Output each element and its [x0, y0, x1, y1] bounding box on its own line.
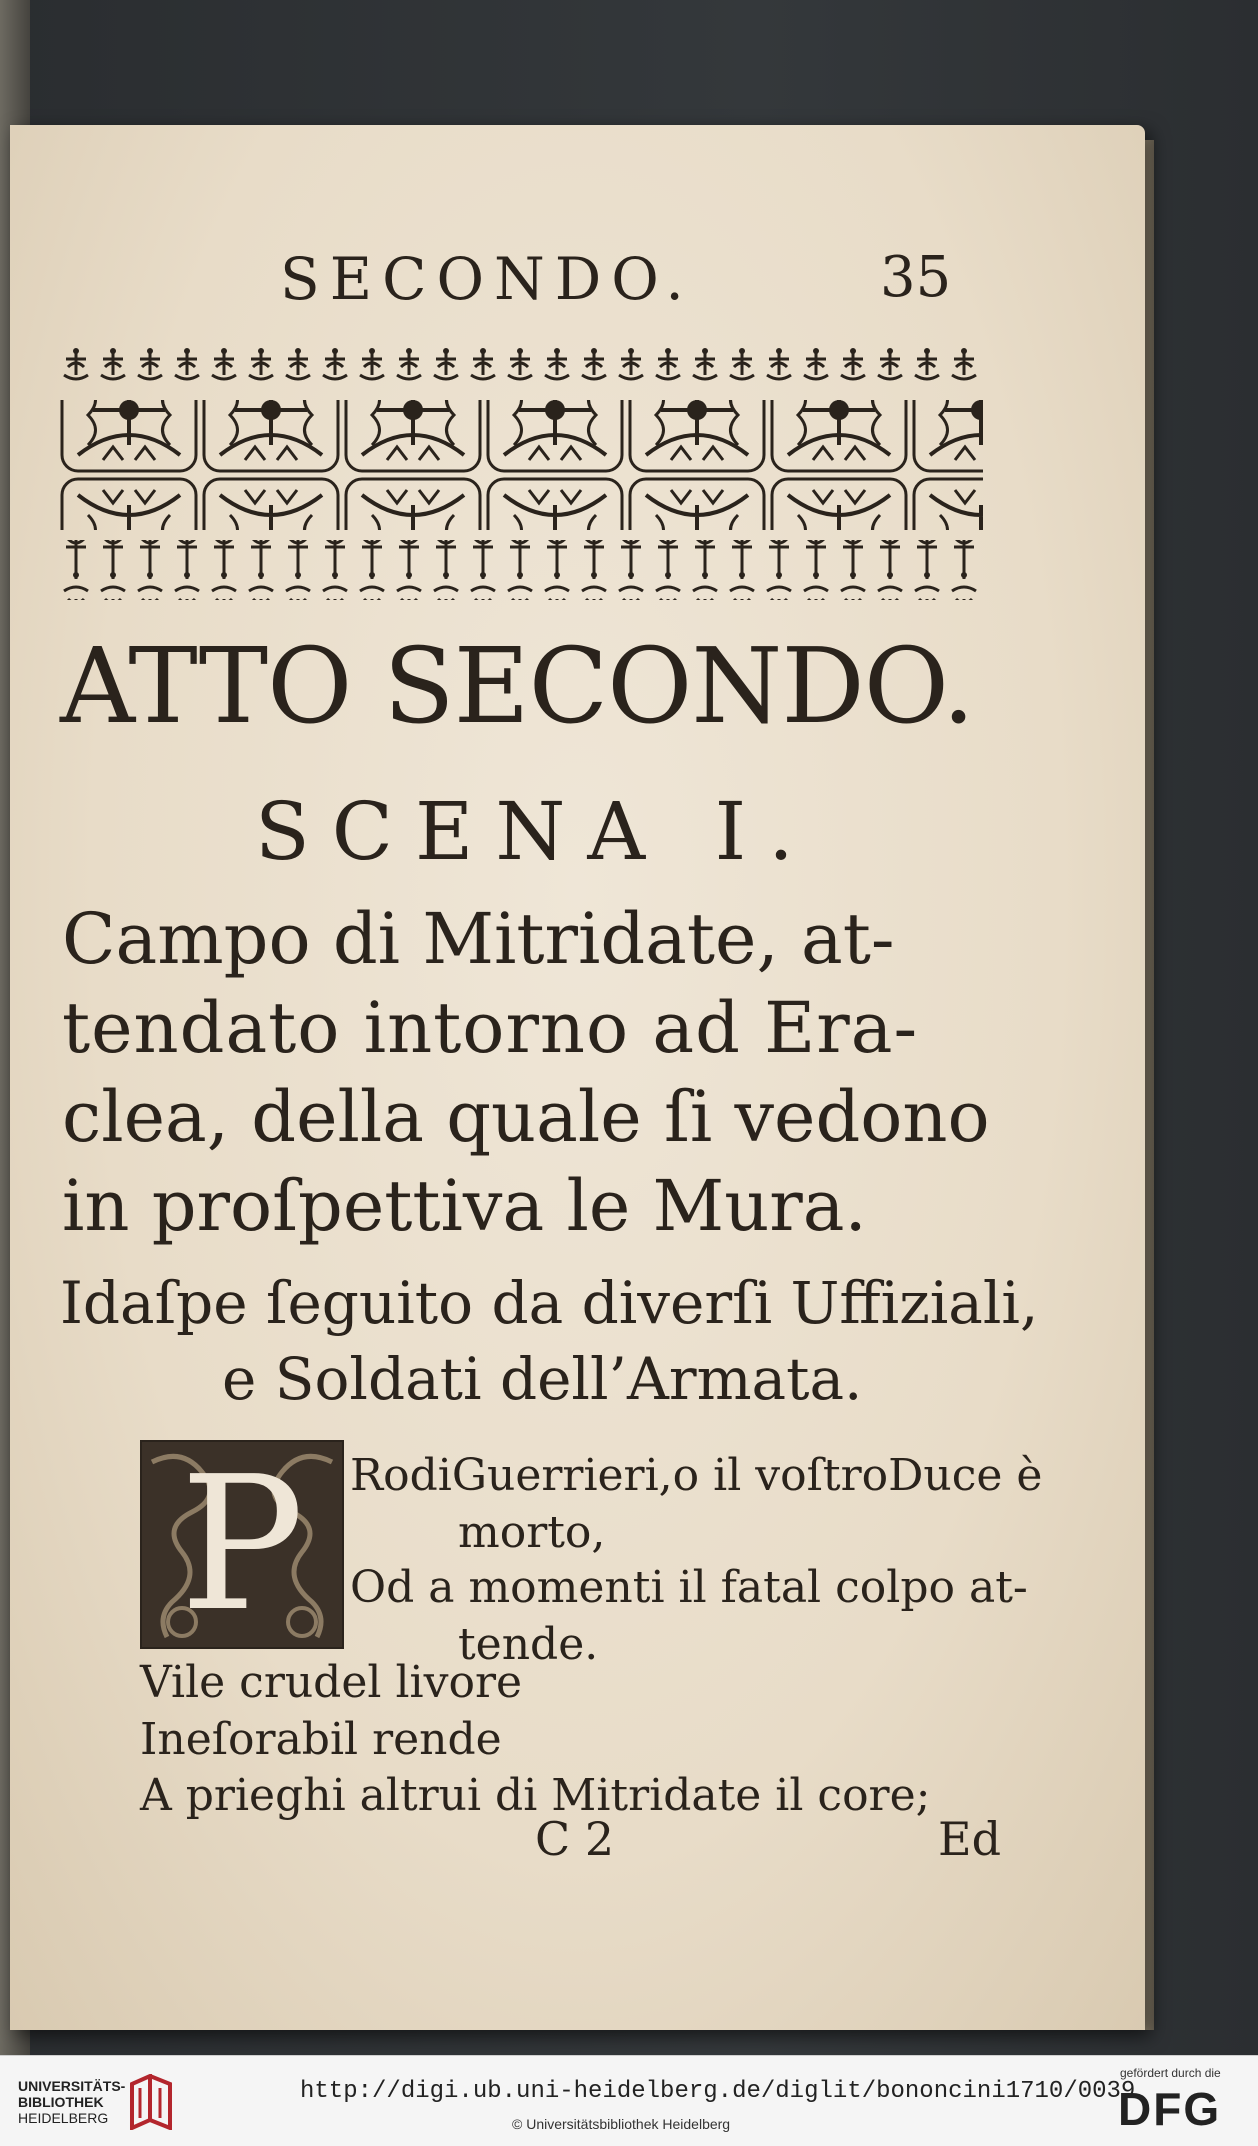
page-number: 35 [880, 245, 952, 310]
scene-title: SCENA I. [255, 785, 816, 878]
ornamental-band [58, 345, 983, 600]
catchword: Ed [938, 1812, 1002, 1866]
setting-line: tendato intorno ad Era- [62, 987, 919, 1069]
library-name-line: UNIVERSITÄTS- [18, 2078, 126, 2094]
verse-line: RodiGuerrieri,o il voſtroDuce è [350, 1450, 1043, 1501]
signature-mark: C 2 [535, 1812, 615, 1866]
setting-line: in proſpettiva le Mura. [62, 1165, 867, 1247]
verse-line: Ineſorabil rende [140, 1714, 502, 1765]
act-title: ATTO SECONDO. [60, 625, 975, 747]
permalink-url[interactable]: http://digi.ub.uni-heidelberg.de/diglit/bononcini1710/0039 [300, 2078, 1136, 2105]
verse-line: morto, [458, 1507, 606, 1558]
verse-line: Od a momenti il fatal colpo at- [350, 1562, 1028, 1613]
library-logo-icon[interactable] [128, 2074, 174, 2130]
verse-line: A prieghi altrui di Mitridate il core; [140, 1770, 931, 1821]
viewer-footer [0, 2055, 1258, 2146]
character-list [60, 1265, 1038, 1417]
copyright-notice: © Universitätsbibliothek Heidelberg [512, 2116, 731, 2132]
dfg-logo[interactable]: DFG [1118, 2083, 1222, 2135]
library-name [18, 2078, 125, 2126]
drop-cap-letter: P [179, 1436, 305, 1652]
drop-cap-frame [140, 1436, 344, 1652]
library-name-line: HEIDELBERG [18, 2110, 109, 2126]
character-line: Idaſpe ſeguito da diverſi Uffiziali, [60, 1269, 1039, 1337]
scene-setting [62, 895, 990, 1251]
setting-line: Campo di Mitridate, at- [62, 898, 895, 980]
character-line: e Soldati dell’Armata. [222, 1345, 863, 1413]
library-name-line: BIBLIOTHEK [18, 2094, 104, 2110]
verse-line: Vile crudel livore [140, 1657, 523, 1708]
running-head: SECONDO. [280, 245, 694, 313]
funded-by-label: gefördert durch die [1120, 2066, 1221, 2080]
setting-line: clea, della quale ſi vedono [62, 1076, 990, 1158]
verse-line: tende. [458, 1619, 599, 1670]
